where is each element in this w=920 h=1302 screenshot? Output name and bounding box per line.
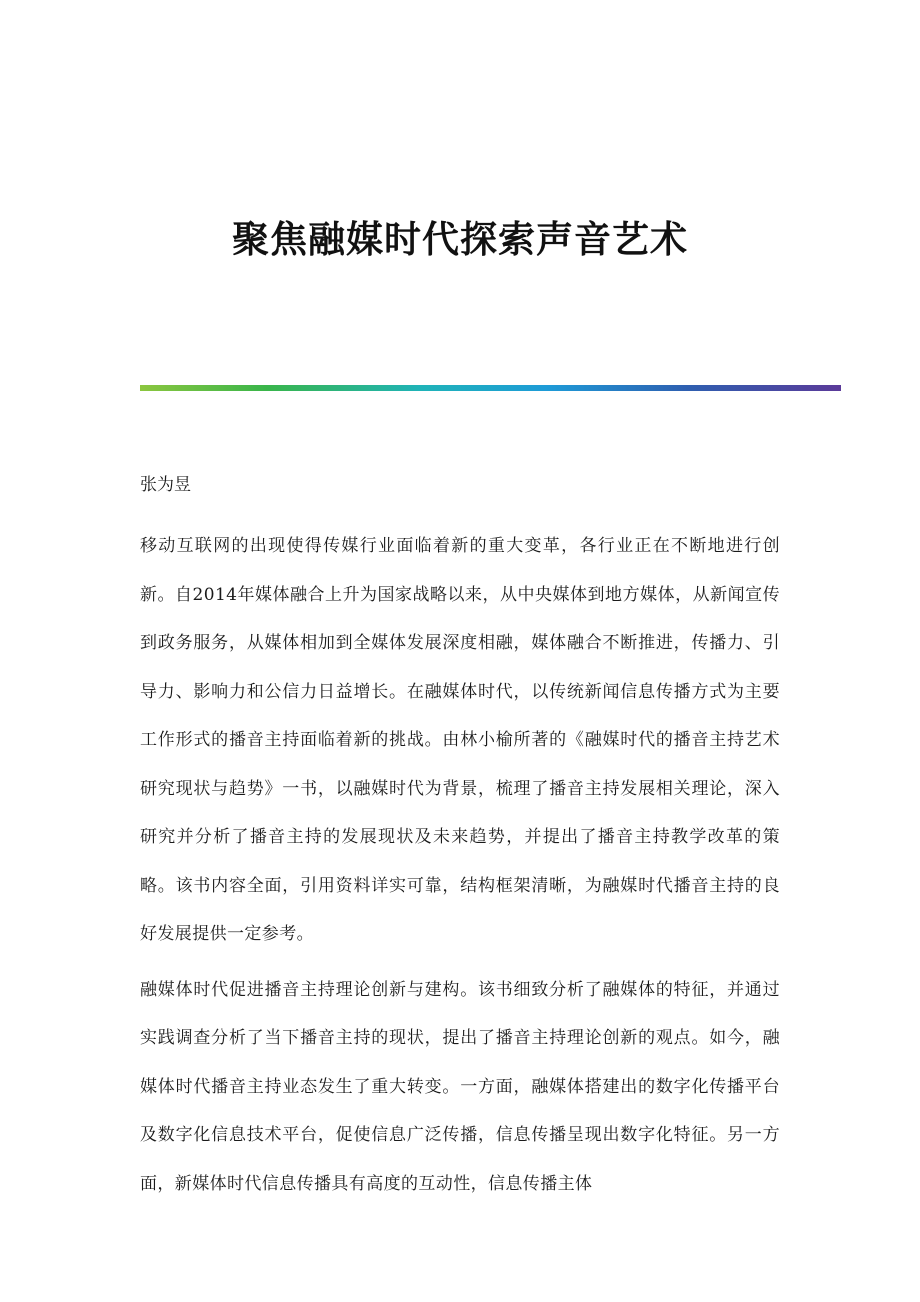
gradient-divider — [140, 385, 841, 391]
paragraph-1: 移动互联网的出现使得传媒行业面临着新的重大变革，各行业正在不断地进行创新。自2014年媒体融合上升为国家战略以来，从中央媒体到地方媒体，从新闻宣传到政务服务，从媒体相加到全媒体发展深度相融，媒体融合不断推进，传播力、引导力、影响力和公信力日益增长。在融媒体时代，以传统新闻信息传播方式为主要工作形式的播音主持面临着新的挑战。由林小榆所著的《融媒时代的播音主持艺术研究现状与趋势》一书，以融媒时代为背景，梳理了播音主持发展相关理论，深入研究并分析了播音主持的发展现状及未来趋势，并提出了播音主持教学改革的策略。该书内容全面，引用资料详实可靠，结构框架清晰，为融媒时代播音主持的良好发展提供一定参考。 — [140, 536, 780, 944]
document-title: 聚焦融媒时代探索声音艺术 — [232, 217, 688, 261]
author-name: 张为昱 — [140, 475, 191, 495]
paragraph-2: 融媒体时代促进播音主持理论创新与建构。该书细致分析了融媒体的特征，并通过实践调查分析了当下播音主持的现状，提出了播音主持理论创新的观点。如今，融媒体时代播音主持业态发生了重大转变。一方面，融媒体搭建出的数字化传播平台及数字化信息技术平台，促使信息广泛传播，信息传播呈现出数字化特征。另一方面，新媒体时代信息传播具有高度的互动性，信息传播主体 — [140, 979, 780, 1194]
article-body — [140, 522, 780, 1215]
